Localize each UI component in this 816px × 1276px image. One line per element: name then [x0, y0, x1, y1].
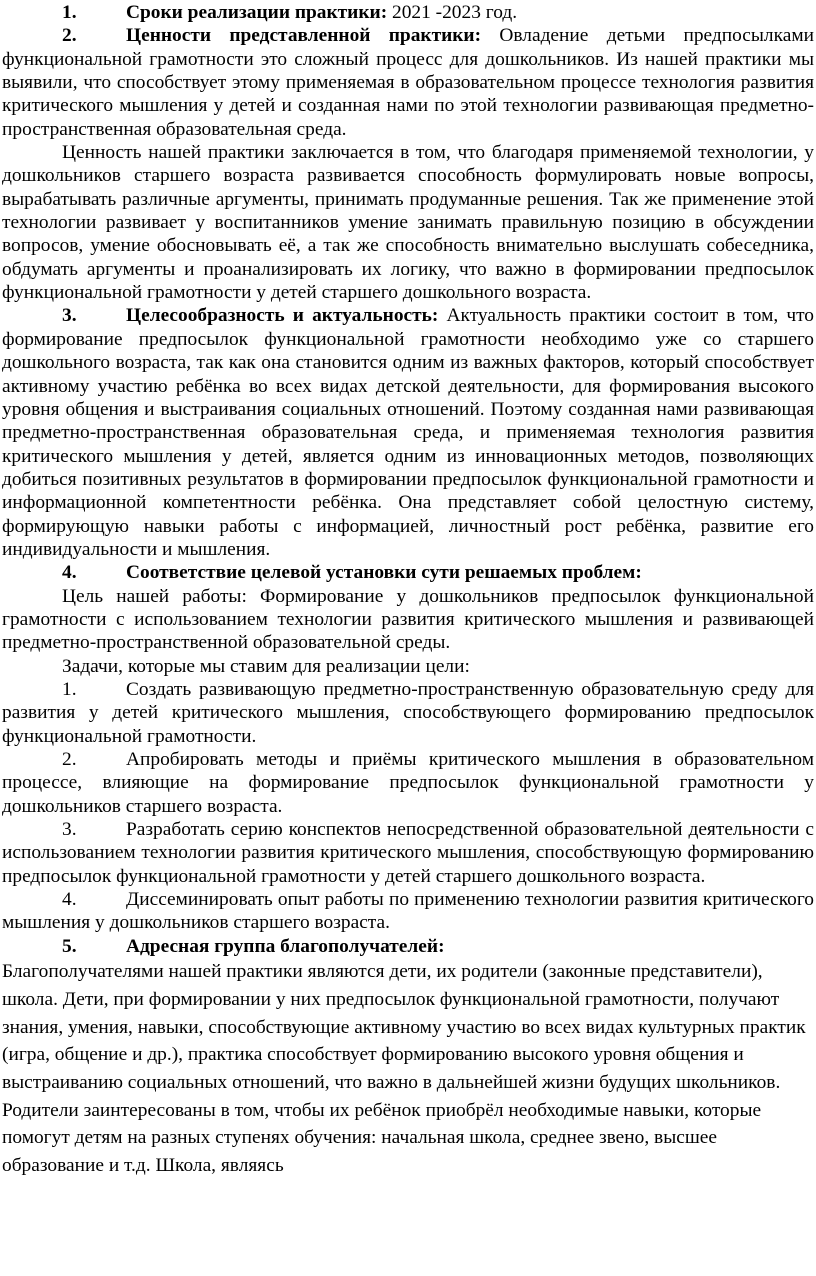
- section-2-heading: Ценности представленной практики:: [126, 25, 482, 47]
- task-number: 1.: [62, 678, 77, 700]
- task-item: [2, 678, 814, 748]
- section-5-heading: Адресная группа благополучателей:: [126, 935, 445, 957]
- section-5: [2, 935, 814, 958]
- section-5-number: 5.: [62, 935, 77, 957]
- section-1-text: 2021 -2023 год.: [387, 2, 518, 23]
- section-2: [2, 24, 814, 141]
- task-item: [2, 748, 814, 818]
- task-number: 4.: [62, 889, 77, 911]
- section-3-number: 3.: [62, 305, 77, 327]
- task-text: Разработать серию конспектов непосредственной образовательной деятельности с использованием технологии развития критического мышления, способствующую формированию предпосылок функциональной грамотности у детей старшего дошкольного возраста.: [2, 819, 814, 887]
- section-3: [2, 304, 814, 561]
- task-item: [2, 888, 814, 935]
- section-2-paragraph-2: Ценность нашей практики заключается в том, что благодаря применяемой технологии, у дошкольников старшего возраста развивается способность формулировать новые вопросы, вырабатывать различные аргументы, принимать продуманные решения. Так же применение этой технологии развивает у воспитанников умение занимать правильную позицию в обсуждении вопросов, умение обосновывать её, а так же способность внимательно выслушать собеседника, обдумать аргументы и проанализировать их логику, что важно в формировании предпосылок функциональной грамотности у детей старшего дошкольного возраста.: [2, 142, 814, 304]
- section-5-text: Благополучателями нашей практики являются дети, их родители (законные представители), школа. Дети, при формировании у них предпосылок функциональной грамотности, получают знания, умения, навыки, способствующие активному участию во всех видах культурных практик (игра, общение и др.), практика способствует формированию высокого уровня общения и выстраиванию социальных отношений, что важно в дальнейшей жизни будущих школьников. Родители заинтересованы в том, чтобы их ребёнок приобрёл необходимые навыки, которые помогут детям на разных ступенях обучения: начальная школа, среднее звено, высшее образование и т.д. Школа, являясь: [2, 961, 806, 1177]
- task-number: 3.: [62, 819, 77, 841]
- section-2-text: Овладение детьми предпосылками функциональной грамотности это сложный процесс для дошкольников. Из нашей практики мы выявили, что способствует этому применяемая в образовательном процессе технология развития критического мышления у детей и созданная нами по этой технологии развивающая предметно-пространственная образовательная среда.: [2, 25, 814, 140]
- section-4-heading: Соответствие целевой установки сути решаемых проблем:: [126, 562, 642, 584]
- section-2-number: 2.: [62, 25, 77, 47]
- section-1: [2, 0, 814, 24]
- section-4: [2, 561, 814, 584]
- task-text: Диссеминировать опыт работы по применению технологии развития критического мышления у дошкольников старшего возраста.: [2, 889, 814, 934]
- section-4-goal: Цель нашей работы: Формирование у дошкольников предпосылок функциональной грамотности с использованием технологии развития критического мышления и развивающей предметно-пространственной образовательной среды.: [2, 585, 814, 654]
- task-number: 2.: [62, 749, 77, 770]
- section-3-text: Актуальность практики состоит в том, что формирование предпосылок функциональной грамотности необходимо уже со старшего дошкольного возраста, так как она становится одним из важных факторов, который способствует активному участию ребёнка во всех видах детской деятельности, для формирования высокого уровня общения и выстраивания социальных отношений. Поэтому созданная нами развивающая предметно-пространственная образовательная среда, и применяемая технология развития критического мышления у детей, является одним из инновационных методов, позволяющих добиться позитивных результатов в формировании предпосылок функциональной грамотности и информационной компетентности ребёнка. Она представляет собой целостную систему, формирующую навыки работы с информацией, личностный рост ребёнка, развитие его индивидуальности и мышления.: [2, 305, 815, 560]
- section-1-heading: Сроки реализации практики:: [126, 2, 388, 23]
- section-4-tasks-intro: Задачи, которые мы ставим для реализации цели:: [62, 655, 470, 677]
- section-4-number: 4.: [62, 562, 77, 584]
- section-3-heading: Целесообразность и актуальность:: [126, 305, 439, 327]
- section-1-number: 1.: [62, 2, 77, 23]
- task-text: Апробировать методы и приёмы критического мышления в образовательном процессе, влияющие на формирование предпосылок функциональной грамотности у дошкольников старшего возраста.: [2, 749, 814, 817]
- task-item: [2, 818, 814, 888]
- task-text: Создать развивающую предметно-пространственную образовательную среду для развития у детей критического мышления, способствующего формированию предпосылок функциональной грамотности.: [2, 678, 814, 747]
